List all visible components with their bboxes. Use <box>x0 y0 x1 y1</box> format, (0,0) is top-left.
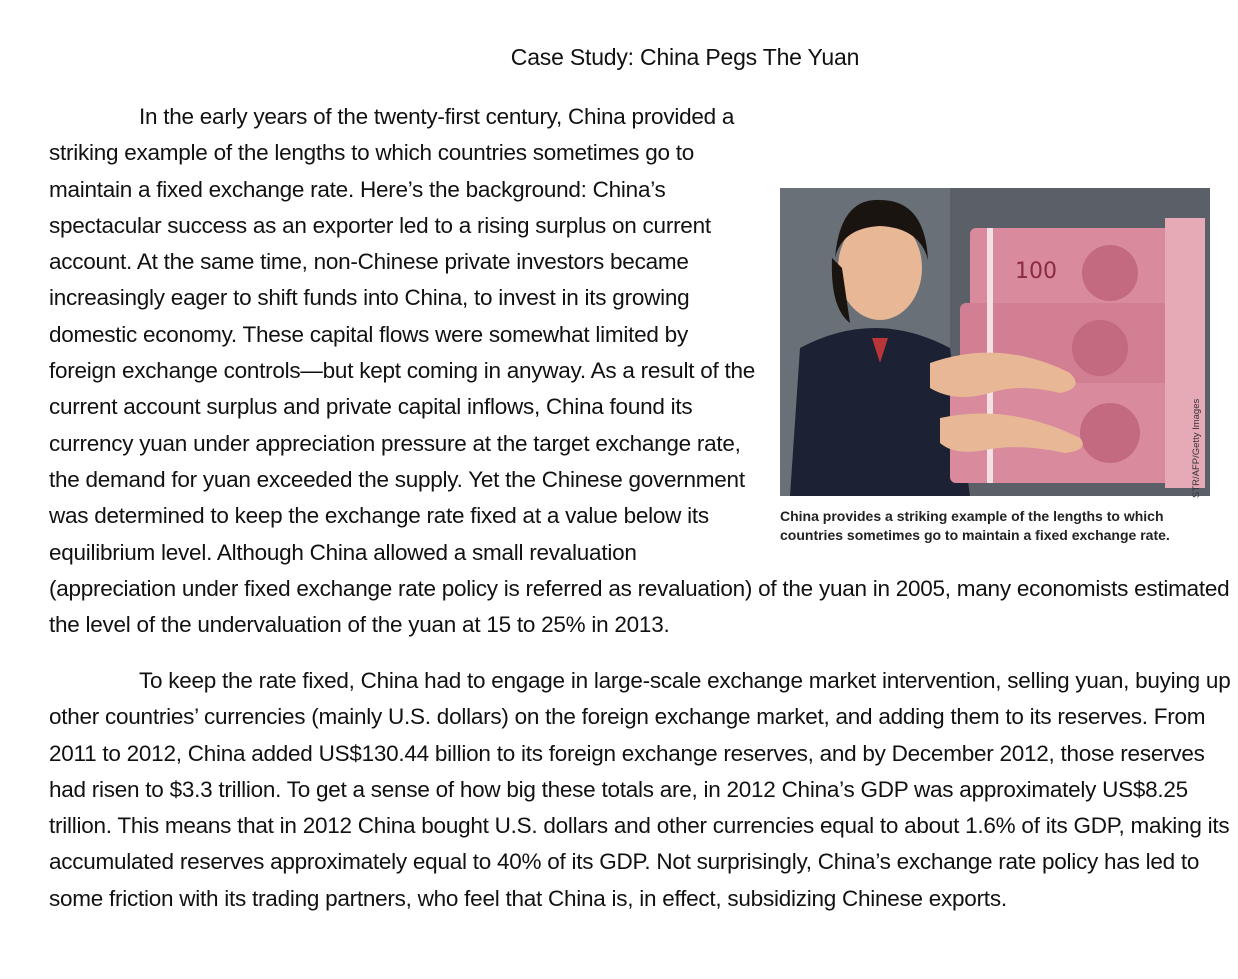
photo-illustration <box>780 188 1210 496</box>
figure-caption: China provides a striking example of the lengths to which countries sometimes go to maintain a fixed exchange rate. <box>780 508 1170 543</box>
photo-credit: STR/AFP/Getty Images <box>1191 398 1202 498</box>
svg-text:100: 100 <box>1015 259 1057 284</box>
paragraph-2-text: To keep the rate fixed, China had to engage in large-scale exchange market intervention, selling yuan, buying up other countries’ currencies (mainly U.S. dollars) on the foreign exchange market, and adding them to its reserves. From 2011 to 2012, China added US$130.44 billion to its foreign exchange reserves, and by December 2012, those reserves had risen to $3.3 trillion. To get a sense of how big these totals are, in 2012 China’s GDP was approximately US$8.25 trillion. This means that in 2012 China bought U.S. dollars and other currencies equal to about 1.6% of its GDP, making its accumulated reserves approximately equal to 40% of its GDP. Not surprisingly, China’s exchange rate policy has led to some friction with its trading partners, who feel that China is, in effect, subsidizing Chinese exports. <box>49 668 1231 911</box>
page-title: Case Study: China Pegs The Yuan <box>510 44 860 70</box>
photo-woman-with-yuan-banknotes <box>780 188 1210 496</box>
paragraph-2 <box>49 663 1231 917</box>
paragraph-1-text: In the early years of the twenty-first century, China provided a striking example of the lengths to which countries sometimes go to maintain a fixed exchange rate. Here’s the background: China’s spectacular success as an exporter led to a rising surplus on current account. At the same time, non-Chinese private investors became increasingly eager to shift funds into China, to invest in its growing domestic economy. These capital flows were somewhat limited by foreign exchange controls—but kept coming in anyway. As a result of the current account surplus and private capital inflows, China found its currency yuan under appreciation pressure at the target exchange rate, the demand for yuan exceeded the supply. Yet the Chinese government was determined to keep the exchange rate fixed at a value below its equilibrium level. Although China allowed a small revaluation (appreciation under fixed exchange rate policy is referred as revaluation) of the yuan in 2005, many economists estimated the level of the undervaluation of the yuan at 15 to 25% in 2013. <box>49 104 1230 638</box>
figure <box>780 188 1220 553</box>
